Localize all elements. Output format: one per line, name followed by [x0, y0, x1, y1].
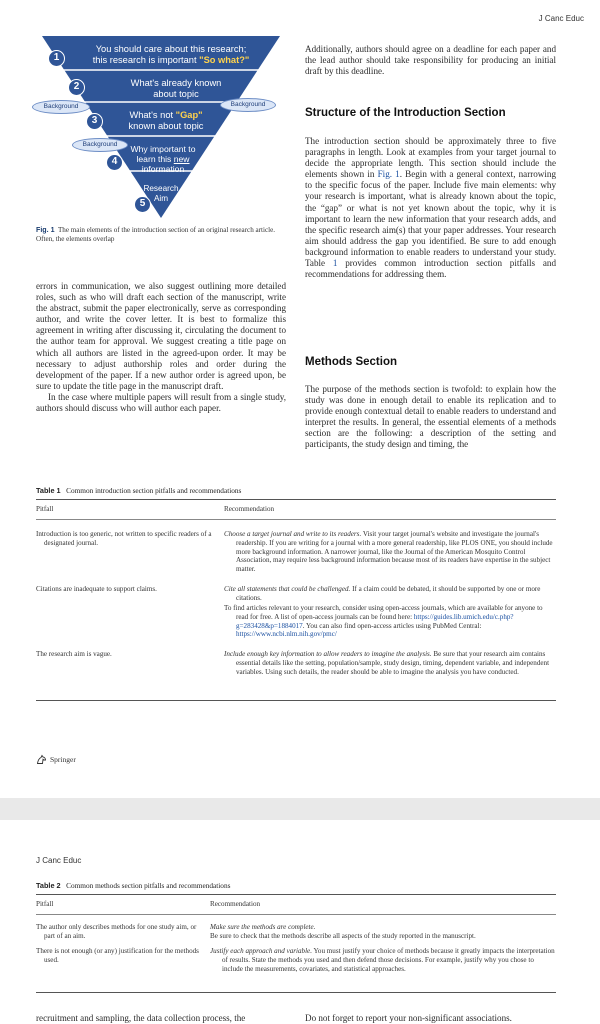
table-2-pitfall-1: The author only describes methods for one study aim, or part of an aim.: [36, 923, 197, 940]
page-2-left-column: recruitment and sampling, the data collection process, the: [36, 1013, 246, 1023]
table-1-recommendation-2: Cite all statements that could be challenged. If a claim could be debated, it should be supported by one or more citations.: [224, 585, 541, 602]
table-2-title: Table 2 Common methods section pitfalls and recommendations: [36, 881, 231, 890]
step-number-4: 4: [106, 154, 123, 171]
running-header-page-2: J Canc Educ: [36, 856, 82, 865]
publisher-footer: Springer: [36, 754, 76, 765]
paragraph: errors in communication, we also suggest outlining more detailed roles, such as who will draft each section of the manuscript, write the abstract, submit the paper electronically, serve as corresponding author, and write the cover letter. It is best to formalize this agreement in writing after discussing it, circulating the document to the author team for approval. We suggest creating a title page on which all authors are listed in the agreed-upon order. It may be necessary to adjust authorship roles and order during the development of the paper. If a new author order is agreed upon, be sure to update the title page in the manuscript draft.: [36, 281, 286, 391]
page-2-right-column: Do not forget to report your non-significant associations.: [305, 1013, 512, 1023]
running-header: J Canc Educ: [538, 14, 584, 23]
springer-horse-icon: [36, 754, 47, 765]
step-number-5: 5: [134, 196, 151, 213]
step-2-label: What's already known about topic: [130, 78, 222, 99]
table-1-recommendation-2b: To find articles relevant to your research, consider using open-access journals, which are available for anyone to read for free. A list of open-access journals can be found here: https://guides.lib.umich.edu/c.php?g=283428&p=1884017. You can also find open-access articles using PubMed Central: https://www.ncbi.nlm.nih.gov/pmc/: [224, 604, 543, 639]
section-heading-introduction: Structure of the Introduction Section: [305, 107, 506, 119]
page-2: [0, 820, 600, 1024]
umich-guides-link[interactable]: https://guides.lib.umich.edu/c.php?g=283428&p=1884017: [236, 612, 514, 630]
table-2-header-rule: [36, 914, 556, 915]
right-column-introduction-body: [305, 136, 556, 280]
paragraph: In the case where multiple papers will result from a single study, authors should discuss who will author each paper.: [36, 391, 286, 414]
paragraph: Additionally, authors should agree on a deadline for each paper and the lead author should take responsibility for producing an initial draft by this deadline.: [305, 44, 556, 77]
figure-1: [36, 32, 286, 222]
table-1-header-recommendation: Recommendation: [224, 505, 275, 513]
step-1-label: You should care about this research; this research is important "So what?": [92, 44, 250, 65]
table-1-pitfall-2: Citations are inadequate to support claims.: [36, 585, 157, 593]
step-number-1: 1: [48, 50, 65, 67]
left-column-body: [36, 281, 286, 414]
table-1-header-pitfall: Pitfall: [36, 505, 54, 513]
step-number-3: 3: [86, 113, 103, 130]
table-2-bottom-rule: [36, 992, 556, 993]
table-2-header-recommendation: Recommendation: [210, 900, 261, 908]
table-2-top-rule: [36, 894, 556, 895]
table-1-pitfall-3: The research aim is vague.: [36, 650, 112, 658]
table-1-title: Table 1 Common introduction section pitfalls and recommendations: [36, 486, 242, 495]
table-1-bottom-rule: [36, 700, 556, 701]
table-1-recommendation-1: Choose a target journal and write to its readers. Visit your target journal's website and investigate the journal's readership. If you are writing for a journal with a more general readership, like PLOS ONE, you should include more background information. A narrower journal, like the Journal of the American Mosquito Control Association, may require less background information because most of its readers have expertise in the subject matter.: [224, 530, 553, 574]
step-4-label: Why important to learn this new information: [130, 144, 196, 174]
table-1-header-rule: [36, 519, 556, 520]
background-oval-3: Background: [72, 138, 128, 152]
figure-1-caption: Fig. 1 The main elements of the introduction section of an original research article. Often, the elements overlap: [36, 226, 276, 243]
table-1-pitfall-1: Introduction is too generic, not written to specific readers of a designated journal.: [36, 530, 212, 547]
table-1-link[interactable]: 1: [332, 258, 338, 269]
table-1-top-rule: [36, 499, 556, 500]
paragraph: The purpose of the methods section is twofold: to explain how the study was done in enough detail to enable its replication and to provide enough contextual detail to enable readers to understand and interpret the results. In general, the essential elements of a methods section are the following: a description of the setting and participants, the study design and timing, the: [305, 384, 556, 450]
step-3-label: What's not "Gap" known about topic: [128, 110, 204, 131]
table-2-recommendation-2: Justify each approach and variable. You must justify your choice of methods because it greatly impacts the interpretation of results. State the methods you used and then defend those decisions. For example, justify why you chose to include the measurements, covariates, and statistical approaches.: [210, 947, 555, 973]
table-2-pitfall-2: There is not enough (or any) justification for the methods used.: [36, 947, 199, 964]
paragraph: The introduction section should be approximately three to five paragraphs in length. Look at examples from your target journal to decide the appropriate length. This section should include the elements shown in Fig. 1. Begin with a general context, narrowing to the specific focus of the paper. Include five main elements: why your research is important, what is already known about the topic, the “gap” or what is not yet known about the topic, why it is important to learn the new information that your research adds, and the specific research aim(s) that your paper addresses. Your research aim should address the gap you identified. Be sure to add enough background information to enable readers to understand your study. Table 1 provides common introduction section pitfalls and recommendations for addressing them.: [305, 136, 556, 280]
pubmed-central-link[interactable]: https://www.ncbi.nlm.nih.gov/pmc/: [236, 630, 337, 639]
right-column-intro: [305, 44, 556, 77]
table-1-recommendation-3: Include enough key information to allow readers to imagine the analysis. Be sure that your research aim contains essential details like the setting, population/sample, study design, timing, dependent variable, and independent variables. Using such details, the reader should be able to imagine the analysis you have conducted.: [224, 650, 550, 676]
figure-1-link[interactable]: Fig. 1: [377, 169, 400, 180]
table-2-recommendation-1: Make sure the methods are complete. Be sure to check that the methods describe all aspects of the study reported in the manuscript.: [210, 923, 476, 940]
background-oval-2: Background: [220, 98, 276, 112]
background-oval-1: Background: [32, 100, 90, 114]
right-column-methods-body: [305, 384, 556, 451]
table-2-header-pitfall: Pitfall: [36, 900, 54, 908]
section-heading-methods: Methods Section: [305, 356, 398, 368]
step-number-2: 2: [68, 79, 85, 96]
step-5-label: Research Aim: [143, 184, 179, 203]
